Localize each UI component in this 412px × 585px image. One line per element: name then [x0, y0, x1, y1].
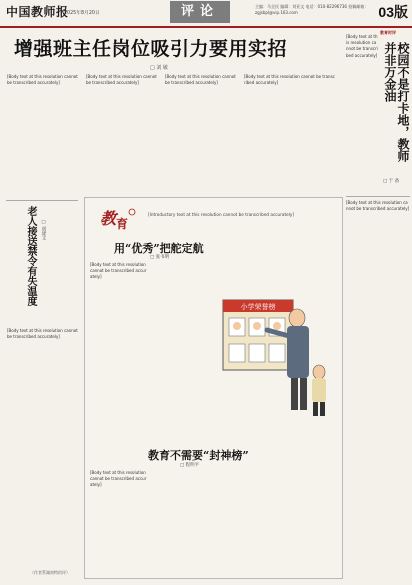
- lead-column-4: [Body text at this resolution cannot be transcribed accurately]: [244, 74, 335, 86]
- lead-column-3: [Body text at this resolution cannot be transcribed accurately]: [165, 74, 236, 86]
- honor-board-label: 小学荣誉榜: [240, 303, 276, 311]
- left-article-text-top: [46, 204, 80, 322]
- feature-article-1-headline: 用“优秀”把舵定航: [114, 242, 204, 255]
- feature-intro: [Introductory text at this resolution cannot be transcribed accurately]: [148, 212, 294, 217]
- divider: [346, 196, 410, 197]
- masthead: [0, 0, 412, 28]
- feature-article-2-headline: 教育不需要“封神榜”: [148, 449, 249, 462]
- svg-text:育: 育: [116, 217, 129, 231]
- issue-date: 2025年8月20日: [64, 11, 100, 16]
- feature-article-2-column-4: [276, 432, 338, 570]
- page-number: 03版: [378, 4, 408, 20]
- feature-article-2-column-1: [Body text at this resolution cannot be transcribed accurately]: [90, 470, 147, 488]
- right-column-headline: 校园不是打卡地，教师并非万金油: [383, 42, 410, 162]
- right-column-text-top: [Body text at this resolution cannot be transcribed accurately]: [346, 34, 378, 58]
- left-article-headline: 老人接送禁令有失温度: [25, 206, 36, 306]
- divider: [6, 200, 78, 201]
- teacher-illustration: [205, 260, 335, 430]
- feature-article-2-column-2: [152, 470, 210, 570]
- editor-info: 主编：马全民 编辑：刘亚文 电话：010-82296736 投稿邮箱：zgjsbpl@vip.163.com: [255, 4, 369, 15]
- lead-column-2: [Body text at this resolution cannot be transcribed accurately]: [86, 74, 157, 86]
- svg-text:教: 教: [100, 209, 117, 228]
- lead-byline: □ 刘 敏: [150, 65, 168, 71]
- left-article-byline: □ 胡建文: [41, 220, 46, 240]
- left-article-text: [Body text at this resolution cannot be transcribed accurately]: [7, 328, 78, 340]
- feature-article-1-column-2: [152, 262, 204, 442]
- lead-column-1: [Body text at this resolution cannot be transcribed accurately]: [7, 74, 78, 86]
- page-number-box: [378, 3, 408, 21]
- left-article-footnote: （作者系湖南特约评）: [30, 570, 70, 575]
- newspaper-logo: 中国教师报: [6, 5, 69, 19]
- right-column-byline: □ 于 备: [383, 179, 400, 184]
- feature-article-2-byline: □ 程明平: [180, 463, 200, 468]
- feature-article-1-byline: □ 张书明: [150, 255, 170, 260]
- lead-headline: 增强班主任岗位吸引力要用实招: [14, 38, 288, 60]
- feature-article-1-column-1: [Body text at this resolution cannot be transcribed accurately]: [90, 262, 147, 280]
- column-seal-icon: [98, 204, 138, 232]
- right-column-tag: 教育时评: [380, 30, 396, 35]
- right-column-text-bottom: [Body text at this resolution cannot be transcribed accurately]: [346, 200, 410, 212]
- feature-article-2-column-3: [214, 470, 272, 570]
- section-title: 评论: [170, 1, 230, 23]
